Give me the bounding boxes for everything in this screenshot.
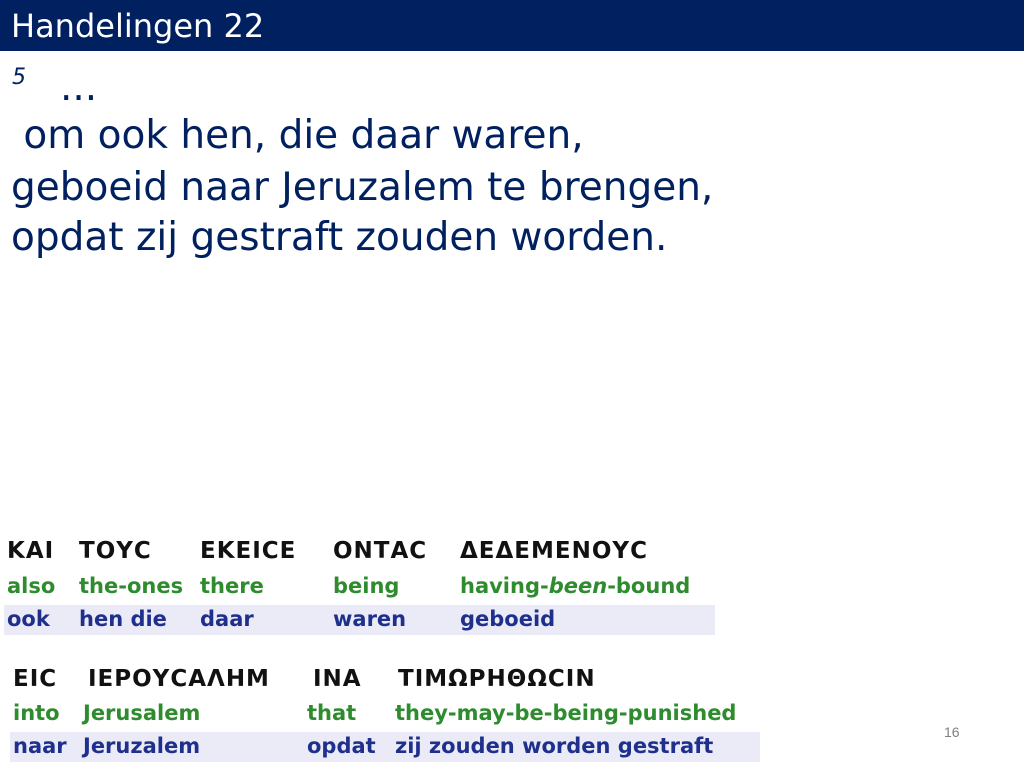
english-word: the-ones <box>79 574 184 598</box>
dutch-word: daar <box>200 607 254 631</box>
dutch-word: opdat <box>307 734 376 758</box>
greek-word: ΟΝΤΑϹ <box>333 538 428 564</box>
page-number: 16 <box>944 724 960 740</box>
english-word: Jerusalem <box>83 701 201 725</box>
verse-line-ellipsis: ... <box>60 65 98 110</box>
dutch-word: ook <box>7 607 50 631</box>
dutch-word: hen die <box>79 607 167 631</box>
dutch-word: Jeruzalem <box>83 734 201 758</box>
verse-line-2: geboeid naar Jeruzalem te brengen, <box>11 165 714 210</box>
greek-word: ΕΚΕΙϹΕ <box>200 538 297 564</box>
english-word-part: -bound <box>607 574 691 598</box>
greek-word: ΙΝΑ <box>313 666 362 692</box>
greek-word: ΤΙΜΩΡΗΘΩϹΙΝ <box>398 666 596 692</box>
verse-line-1: om ook hen, die daar waren, <box>11 113 584 158</box>
english-word-compound <box>460 574 690 598</box>
greek-word: ΚΑΙ <box>7 538 55 564</box>
english-word: into <box>13 701 60 725</box>
english-word-part: having- <box>460 574 549 598</box>
english-word-part-italic: been <box>548 574 608 598</box>
english-word: also <box>7 574 56 598</box>
dutch-word: waren <box>333 607 407 631</box>
title-bar <box>0 0 1024 51</box>
interlinear-block-2 <box>13 664 763 764</box>
english-word: being <box>333 574 400 598</box>
interlinear-block-1 <box>7 536 719 636</box>
verse-number: 5 <box>12 65 26 90</box>
english-word: there <box>200 574 264 598</box>
greek-word: ΙΕΡΟΥϹΑΛΗΜ <box>88 666 270 692</box>
dutch-word: zij zouden worden gestraft <box>395 734 714 758</box>
dutch-word: geboeid <box>460 607 556 631</box>
slide-title: Handelingen 22 <box>11 7 265 45</box>
english-word: they-may-be-being-punished <box>395 701 737 725</box>
greek-word: ΕΙϹ <box>13 666 58 692</box>
english-word: that <box>307 701 357 725</box>
greek-word: ΤΟΥϹ <box>79 538 152 564</box>
dutch-word: naar <box>13 734 67 758</box>
greek-word: ΔΕΔΕΜΕΝΟΥϹ <box>460 538 648 564</box>
verse-line-3: opdat zij gestraft zouden worden. <box>11 215 668 260</box>
